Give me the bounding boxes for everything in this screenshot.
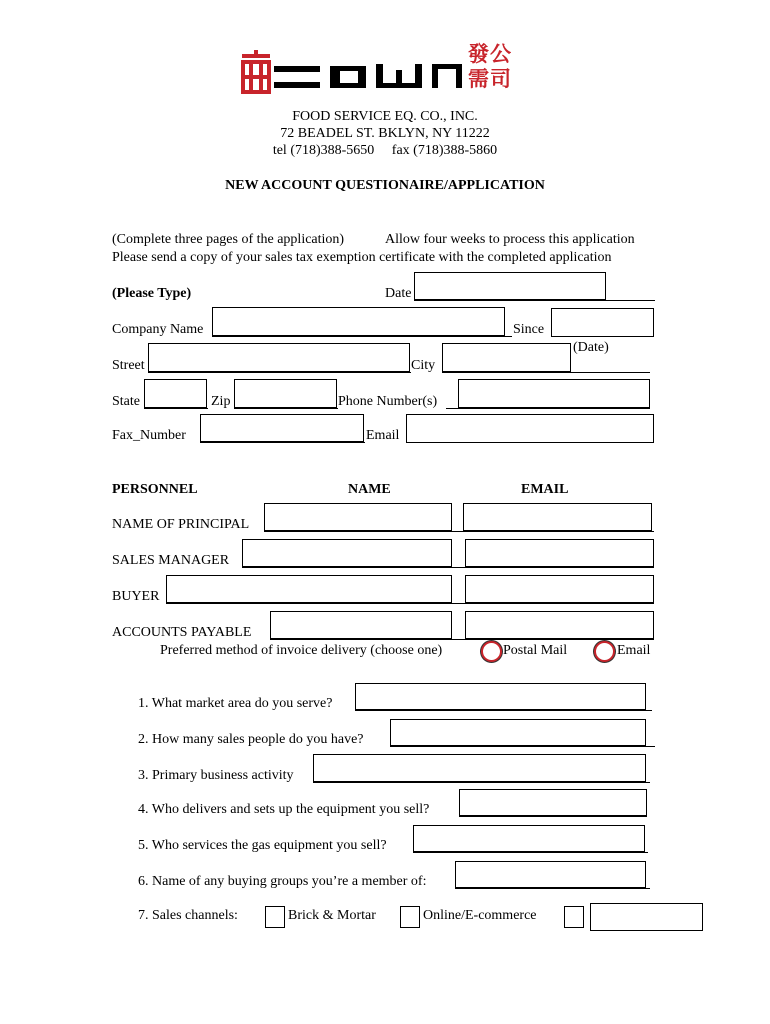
since-input[interactable] — [551, 308, 654, 337]
brick-mortar-checkbox[interactable] — [265, 906, 285, 928]
email-header: EMAIL — [521, 482, 569, 497]
invoice-delivery-label: Preferred method of invoice delivery (choose one) — [160, 643, 443, 658]
logo-chinese-characters: 發公需司 — [468, 42, 512, 91]
instruction-processing: Allow four weeks to process this application — [385, 232, 635, 247]
phone-label: Phone Number(s) — [338, 394, 438, 409]
question-3-input[interactable] — [313, 754, 646, 782]
buyer-email-input[interactable] — [465, 575, 654, 603]
question-5-label: 5. Who services the gas equipment you sell? — [138, 838, 387, 853]
since-date-hint: (Date) — [573, 340, 609, 355]
date-input[interactable] — [414, 272, 606, 300]
city-label: City — [411, 358, 436, 373]
buyer-label: BUYER — [112, 589, 160, 604]
company-phones: tel (718)388-5650 fax (718)388-5860 — [272, 143, 498, 158]
principal-email-input[interactable] — [463, 503, 652, 531]
company-address: 72 BEADEL ST. BKLYN, NY 11222 — [280, 126, 490, 141]
online-ecommerce-label: Online/E-commerce — [423, 908, 537, 923]
city-input[interactable] — [442, 343, 571, 372]
postal-mail-radio[interactable] — [481, 641, 502, 662]
online-ecommerce-checkbox[interactable] — [400, 906, 420, 928]
company-name-input[interactable] — [212, 307, 505, 336]
question-1-label: 1. What market area do you serve? — [138, 696, 333, 711]
accounts-payable-name-input[interactable] — [270, 611, 452, 639]
email-label: Email — [366, 428, 400, 443]
question-2-label: 2. How many sales people do you have? — [138, 732, 364, 747]
fax-input[interactable] — [200, 414, 364, 442]
zip-label: Zip — [211, 394, 231, 409]
question-4-input[interactable] — [459, 789, 647, 816]
instruction-pages: (Complete three pages of the application) — [112, 232, 345, 247]
date-label: Date — [385, 286, 412, 301]
question-7-label: 7. Sales channels: — [138, 908, 238, 923]
brick-mortar-label: Brick & Mortar — [288, 908, 376, 923]
instruction-tax-certificate: Please send a copy of your sales tax exemption certificate with the completed application — [112, 250, 612, 265]
company-name: FOOD SERVICE EQ. CO., INC. — [292, 109, 478, 124]
email-radio[interactable] — [594, 641, 615, 662]
question-1-input[interactable] — [355, 683, 646, 710]
question-3-label: 3. Primary business activity — [138, 768, 294, 783]
other-channel-checkbox[interactable] — [564, 906, 584, 928]
email-option-label: Email — [617, 643, 651, 658]
accounts-payable-label: ACCOUNTS PAYABLE — [112, 625, 252, 640]
question-4-label: 4. Who delivers and sets up the equipment you sell? — [138, 802, 430, 817]
principal-name-input[interactable] — [264, 503, 452, 531]
other-channel-input[interactable] — [590, 903, 703, 931]
question-6-input[interactable] — [455, 861, 646, 888]
street-input[interactable] — [148, 343, 410, 372]
sales-manager-label: SALES MANAGER — [112, 553, 230, 568]
since-label: Since — [513, 322, 545, 337]
question-2-input[interactable] — [390, 719, 646, 746]
email-input[interactable] — [406, 414, 654, 443]
fax-label: Fax_Number — [112, 428, 186, 443]
state-input[interactable] — [144, 379, 207, 408]
sales-manager-name-input[interactable] — [242, 539, 452, 567]
buyer-name-input[interactable] — [166, 575, 452, 603]
please-type-label: (Please Type) — [112, 286, 192, 301]
question-5-input[interactable] — [413, 825, 645, 852]
phone-input[interactable] — [458, 379, 650, 408]
principal-label: NAME OF PRINCIPAL — [112, 517, 250, 532]
personnel-header: PERSONNEL — [112, 482, 198, 497]
sales-manager-email-input[interactable] — [465, 539, 654, 567]
postal-mail-label: Postal Mail — [503, 643, 568, 658]
street-label: Street — [112, 358, 145, 373]
company-name-label: Company Name — [112, 322, 204, 337]
zip-input[interactable] — [234, 379, 337, 408]
form-title: NEW ACCOUNT QUESTIONAIRE/APPLICATION — [225, 178, 545, 193]
accounts-payable-email-input[interactable] — [465, 611, 654, 639]
state-label: State — [112, 394, 140, 409]
question-6-label: 6. Name of any buying groups you’re a member of: — [138, 874, 427, 889]
name-header: NAME — [348, 482, 391, 497]
